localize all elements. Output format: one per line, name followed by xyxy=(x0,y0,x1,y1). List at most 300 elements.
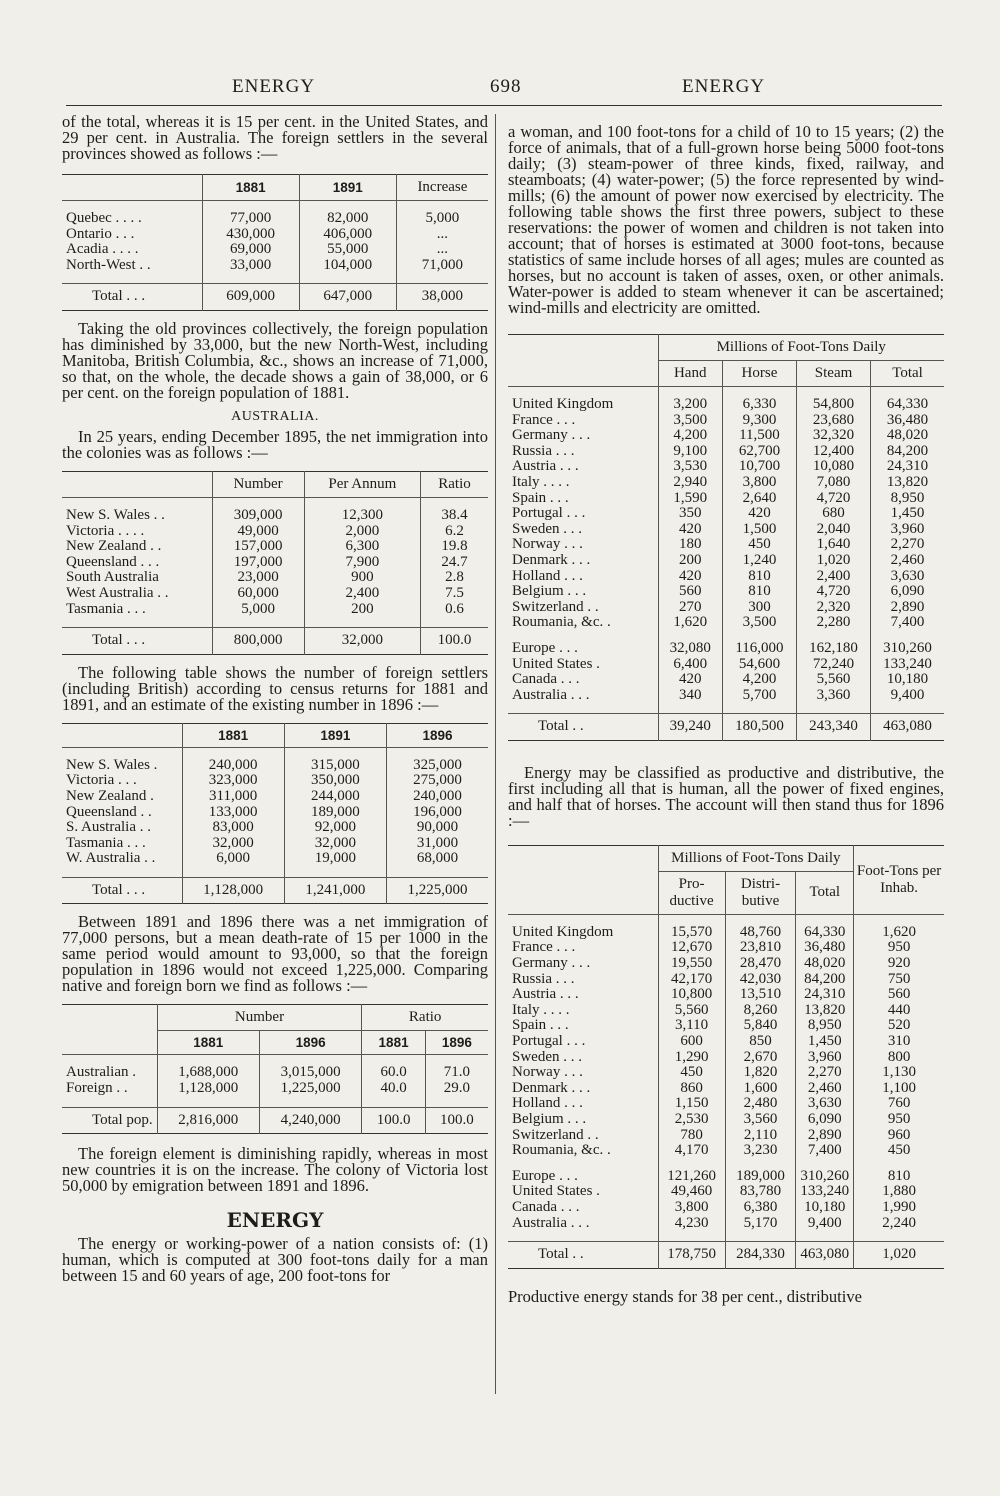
native-foreign-table xyxy=(62,1004,488,1134)
table-cell: 270 xyxy=(658,600,722,616)
row-label: Total . . xyxy=(508,714,658,741)
table-cell: 2,270 xyxy=(871,537,944,553)
table-cell: 3,800 xyxy=(658,1200,725,1216)
row-label: South Australia xyxy=(66,569,159,586)
row-label: Roumania, &c. . xyxy=(512,614,611,631)
table-cell: 1,240 xyxy=(722,553,796,569)
table-cell: 83,780 xyxy=(725,1184,796,1200)
table-cell: 810 xyxy=(854,1169,944,1185)
table-cell: 7,400 xyxy=(796,1143,854,1159)
table-row xyxy=(508,972,944,988)
table-cell: 420 xyxy=(658,522,722,538)
table-row xyxy=(62,586,488,602)
table-cell: 36,480 xyxy=(796,940,854,956)
table-row xyxy=(508,444,944,460)
table-cell: 180,500 xyxy=(722,714,796,741)
table-cell: 3,015,000 xyxy=(259,1065,361,1081)
table-cell: 1,241,000 xyxy=(284,877,386,904)
table-cell: 31,000 xyxy=(386,836,488,852)
table-row xyxy=(508,1081,944,1097)
table-cell: 8,260 xyxy=(725,1003,796,1019)
table-cell: 310,260 xyxy=(871,641,944,657)
table-cell: 12,300 xyxy=(304,508,420,524)
table-cell: 900 xyxy=(304,570,420,586)
table-cell: 960 xyxy=(854,1128,944,1144)
table-cell: 10,080 xyxy=(797,459,871,475)
paragraph: The following table shows the number of foreign settlers (including British) according to census returns for 1881 and 1891, and an estimate of the existing number in 1896 :— xyxy=(62,662,488,714)
table-cell: 24,310 xyxy=(796,987,854,1003)
table-cell: 240,000 xyxy=(182,758,284,774)
table-cell: 6,330 xyxy=(722,397,796,413)
table-cell: 32,080 xyxy=(658,641,722,657)
table-cell: 24,310 xyxy=(871,459,944,475)
table-row xyxy=(508,428,944,444)
table-cell: 450 xyxy=(658,1065,725,1081)
row-label: New S. Wales . xyxy=(66,756,158,773)
table-cell: 3,630 xyxy=(871,569,944,585)
table-cell: 2,400 xyxy=(304,586,420,602)
table-cell: 4,230 xyxy=(658,1216,725,1232)
total-row xyxy=(62,284,488,311)
col-header: Per Annum xyxy=(304,471,420,497)
table-cell: 4,170 xyxy=(658,1143,725,1159)
col-header: Distri-butive xyxy=(725,871,796,914)
row-label: Australian . xyxy=(66,1064,136,1081)
table-cell: 83,000 xyxy=(182,820,284,836)
row-label: New Zealand . . xyxy=(66,538,162,555)
table-cell: 1,820 xyxy=(725,1065,796,1081)
table-cell: 5,000 xyxy=(396,211,488,227)
table-cell: 28,470 xyxy=(725,956,796,972)
table-row xyxy=(508,1128,944,1144)
table-cell: 750 xyxy=(854,972,944,988)
total-row xyxy=(508,714,944,741)
table-cell: 3,360 xyxy=(797,688,871,704)
row-label: Switzerland . . xyxy=(512,598,599,615)
table-cell: ... xyxy=(396,227,488,243)
table-cell: 680 xyxy=(797,506,871,522)
row-label: Europe . . . xyxy=(512,1167,578,1184)
table-cell: 3,500 xyxy=(722,615,796,631)
table-cell: 10,180 xyxy=(871,672,944,688)
table-row xyxy=(62,227,488,243)
table-cell: 5,170 xyxy=(725,1216,796,1232)
table-cell: 1,130 xyxy=(854,1065,944,1081)
table-cell: 4,720 xyxy=(797,584,871,600)
table-row xyxy=(508,672,944,688)
table-cell: 55,000 xyxy=(299,242,396,258)
col-header: 1881 xyxy=(157,1031,259,1055)
table-cell: 2,890 xyxy=(871,600,944,616)
table-cell: 92,000 xyxy=(284,820,386,836)
table-cell: 64,330 xyxy=(871,397,944,413)
table-cell: 450 xyxy=(722,537,796,553)
col-header: 1896 xyxy=(425,1031,488,1055)
table-cell: 71,000 xyxy=(396,258,488,274)
table-row xyxy=(508,459,944,475)
row-label: United States . xyxy=(512,1183,600,1200)
table-cell: 6,090 xyxy=(796,1112,854,1128)
table-cell: 82,000 xyxy=(299,211,396,227)
table-row xyxy=(508,1003,944,1019)
col-header: 1896 xyxy=(386,723,488,747)
row-label: Russia . . . xyxy=(512,970,575,987)
paragraph: In 25 years, ending December 1895, the net immigration into the colonies was as follows :— xyxy=(62,426,488,462)
col-header: Increase xyxy=(396,175,488,201)
table-cell: 1,688,000 xyxy=(157,1065,259,1081)
table-cell: 5,000 xyxy=(212,602,304,618)
table-cell: 2,460 xyxy=(796,1081,854,1097)
col-header: Foot-Tons per Inhab. xyxy=(854,845,944,914)
table-cell: 48,760 xyxy=(725,925,796,941)
table-cell: 2,890 xyxy=(796,1128,854,1144)
table-row xyxy=(62,805,488,821)
table-row xyxy=(508,1143,944,1159)
table-cell: 1,500 xyxy=(722,522,796,538)
col-header: Total xyxy=(871,361,944,387)
row-label: Canada . . . xyxy=(512,1198,580,1215)
table-row xyxy=(508,956,944,972)
table-cell: 2,110 xyxy=(725,1128,796,1144)
table-cell: 1,450 xyxy=(871,506,944,522)
row-label: Australia . . . xyxy=(512,686,590,703)
row-label: Portugal . . . xyxy=(512,505,586,522)
table-cell: 7,900 xyxy=(304,555,420,571)
row-label: Canada . . . xyxy=(512,671,580,688)
table-cell: 68,000 xyxy=(386,851,488,867)
row-label: Total . . . xyxy=(62,628,212,655)
row-label: Quebec . . . . xyxy=(66,210,142,226)
table-cell: 7,400 xyxy=(871,615,944,631)
table-row xyxy=(62,820,488,836)
table-row xyxy=(508,1096,944,1112)
col-header: 1881 xyxy=(362,1031,425,1055)
row-label: Sweden . . . xyxy=(512,1048,582,1065)
table-cell: 6,400 xyxy=(658,657,722,673)
table-cell: 6,000 xyxy=(182,851,284,867)
table-row xyxy=(62,1081,488,1097)
table-row xyxy=(62,1065,488,1081)
total-row xyxy=(62,1107,488,1134)
table-cell: 5,700 xyxy=(722,688,796,704)
table-cell: 77,000 xyxy=(202,211,299,227)
table-cell: 4,240,000 xyxy=(259,1107,361,1134)
table-cell: 19,550 xyxy=(658,956,725,972)
total-row xyxy=(62,628,488,655)
right-column xyxy=(508,114,944,1305)
table-row xyxy=(508,641,944,657)
table-row xyxy=(62,758,488,774)
table-cell: 200 xyxy=(658,553,722,569)
table-row xyxy=(62,570,488,586)
row-label: Italy . . . . xyxy=(512,473,570,490)
table-cell: 60,000 xyxy=(212,586,304,602)
col-header: Steam xyxy=(797,361,871,387)
table-cell: 48,020 xyxy=(796,956,854,972)
table-cell: 6,380 xyxy=(725,1200,796,1216)
table-cell: 100.0 xyxy=(421,628,488,655)
row-label: Austria . . . xyxy=(512,986,579,1003)
table-row xyxy=(508,1200,944,1216)
table-cell: 10,180 xyxy=(796,1200,854,1216)
table-cell: 450 xyxy=(854,1143,944,1159)
table-cell: 315,000 xyxy=(284,758,386,774)
paragraph: Energy may be classified as productive and distributive, the first including all that is human, all the power of fixed engines, and half that of horses. The account will then stand thus for 1896 :— xyxy=(508,762,944,830)
table-row xyxy=(62,602,488,618)
row-label: Acadia . . . . xyxy=(66,241,139,258)
table-cell: 284,330 xyxy=(725,1242,796,1269)
table-cell: 133,240 xyxy=(871,657,944,673)
table-row xyxy=(508,397,944,413)
table-cell: 64,330 xyxy=(796,925,854,941)
table-row xyxy=(508,1169,944,1185)
paragraph: of the total, whereas it is 15 per cent. in the United States, and 29 per cent. in Australia. The foreign settlers in the several provinces showed as follows :— xyxy=(62,112,488,163)
foreign-settlers-table xyxy=(62,723,488,905)
table-cell: 309,000 xyxy=(212,508,304,524)
row-label: New Zealand . xyxy=(66,787,154,804)
row-label: Russia . . . xyxy=(512,442,575,459)
table-cell: 647,000 xyxy=(299,284,396,311)
table-cell: 420 xyxy=(722,506,796,522)
group-header: Millions of Foot-Tons Daily xyxy=(658,335,944,361)
table-cell: 3,800 xyxy=(722,475,796,491)
table-cell: 340 xyxy=(658,688,722,704)
table-cell: 133,000 xyxy=(182,805,284,821)
table-row xyxy=(508,600,944,616)
table-cell: 244,000 xyxy=(284,789,386,805)
table-cell: 180 xyxy=(658,537,722,553)
col-header: Ratio xyxy=(421,471,488,497)
row-label: Total . . . xyxy=(62,284,202,311)
table-cell: 157,000 xyxy=(212,539,304,555)
row-label: Queensland . . . xyxy=(66,553,160,570)
table-row xyxy=(508,1034,944,1050)
table-cell: 29.0 xyxy=(425,1081,488,1097)
header-rule xyxy=(66,105,942,106)
table-row xyxy=(62,539,488,555)
table-cell: 3,110 xyxy=(658,1018,725,1034)
row-label: Italy . . . . xyxy=(512,1001,570,1018)
table-cell: 189,000 xyxy=(284,805,386,821)
table-cell: 850 xyxy=(725,1034,796,1050)
table-cell: 1,150 xyxy=(658,1096,725,1112)
table-row xyxy=(508,506,944,522)
table-cell: 42,170 xyxy=(658,972,725,988)
running-head-right: ENERGY xyxy=(682,76,766,97)
row-label: France . . . xyxy=(512,939,576,956)
table-row xyxy=(62,555,488,571)
table-cell: 72,240 xyxy=(797,657,871,673)
table-row xyxy=(62,789,488,805)
table-cell: 2,240 xyxy=(854,1216,944,1232)
row-label: Sweden . . . xyxy=(512,520,582,537)
row-label: Total . . xyxy=(508,1242,658,1269)
table-cell: 9,300 xyxy=(722,413,796,429)
row-label: Victoria . . . xyxy=(66,772,137,789)
table-cell: 200 xyxy=(304,602,420,618)
table-cell: 1,640 xyxy=(797,537,871,553)
table-cell: 48,020 xyxy=(871,428,944,444)
paragraph: a woman, and 100 foot-tons for a child of 10 to 15 years; (2) the force of animals, that of a full-grown horse being 5000 foot-tons daily; (3) steam-power of three kinds, fixed, railway, and steamboats; (4) water-power; (5) the force represented by wind-mills; (6) the amount of power now exercised by electricity. The following table shows the first three powers, subject to these reservations: the power of women and children is not taken into account; that of horses is estimated at 3000 foot-tons, because statistics of same include horses of all ages; mules are counted as horses, but no account is taken of asses, oxen, or other animals. Water-power is added to steam whenever it can be ascertained; wind-mills and electricity are omitted. xyxy=(508,122,944,317)
table-cell: 9,400 xyxy=(871,688,944,704)
table-cell: 133,240 xyxy=(796,1184,854,1200)
table-row xyxy=(508,940,944,956)
group-header: Millions of Foot-Tons Daily xyxy=(658,845,854,871)
row-label: New S. Wales . . xyxy=(66,506,165,523)
row-label: Total pop. xyxy=(62,1107,157,1134)
table-cell: 600 xyxy=(658,1034,725,1050)
row-label: Holland . . . xyxy=(512,567,583,584)
table-cell: 300 xyxy=(722,600,796,616)
table-cell: 60.0 xyxy=(362,1065,425,1081)
table-cell: 15,570 xyxy=(658,925,725,941)
paragraph: Productive energy stands for 38 per cent., distributive xyxy=(508,1286,862,1306)
table-cell: 71.0 xyxy=(425,1065,488,1081)
row-label: Belgium . . . xyxy=(512,1111,587,1127)
table-cell: 325,000 xyxy=(386,758,488,774)
paragraph: The energy or working-power of a nation consists of: (1) human, which is computed at 300 foot-tons daily for a man between 15 and 60 years of age, 200 foot-tons for xyxy=(62,1234,488,1286)
table-cell: 10,700 xyxy=(722,459,796,475)
row-label: Germany . . . xyxy=(512,427,591,444)
table-row xyxy=(62,851,488,867)
row-label: Switzerland . . xyxy=(512,1126,599,1143)
table-cell: 62,700 xyxy=(722,444,796,460)
table-row xyxy=(62,524,488,540)
table-cell: 116,000 xyxy=(722,641,796,657)
table-cell: 950 xyxy=(854,940,944,956)
table-cell: 1,450 xyxy=(796,1034,854,1050)
table-row xyxy=(508,475,944,491)
table-cell: 42,030 xyxy=(725,972,796,988)
table-cell: 463,080 xyxy=(871,714,944,741)
table-cell: 310 xyxy=(854,1034,944,1050)
table-cell: 350,000 xyxy=(284,773,386,789)
table-cell: 810 xyxy=(722,584,796,600)
table-cell: 8,950 xyxy=(796,1018,854,1034)
table-cell: 1,880 xyxy=(854,1184,944,1200)
table-cell: 2,400 xyxy=(797,569,871,585)
table-cell: 2,000 xyxy=(304,524,420,540)
table-cell: 350 xyxy=(658,506,722,522)
row-label: Tasmania . . . xyxy=(66,600,146,617)
table-cell: 3,530 xyxy=(658,459,722,475)
row-label: Spain . . . xyxy=(512,489,569,506)
table-cell: 3,230 xyxy=(725,1143,796,1159)
row-label: Norway . . . xyxy=(512,1064,583,1081)
table-cell: 10,800 xyxy=(658,987,725,1003)
row-label: Portugal . . . xyxy=(512,1033,586,1050)
row-label: United Kingdom xyxy=(512,396,614,412)
table-row xyxy=(508,522,944,538)
paragraph: Taking the old provinces collectively, the foreign population has diminished by 33,000, but the new North-West, including Manitoba, British Columbia, &c., shows an increase of 71,000, so that, on the whole, the decade shows a gain of 38,000, or 6 per cent. on the foreign population of 1881. xyxy=(62,318,488,402)
table-cell: 40.0 xyxy=(362,1081,425,1097)
table-cell: 860 xyxy=(658,1081,725,1097)
table-cell: 950 xyxy=(854,1112,944,1128)
total-row xyxy=(508,1242,944,1269)
table-cell: 810 xyxy=(722,569,796,585)
table-cell: 196,000 xyxy=(386,805,488,821)
row-label: Austria . . . xyxy=(512,458,579,475)
table-cell: 430,000 xyxy=(202,227,299,243)
table-cell: 4,200 xyxy=(722,672,796,688)
table-cell: 1,590 xyxy=(658,491,722,507)
row-label: Total . . . xyxy=(62,877,182,904)
row-label: Victoria . . . . xyxy=(66,522,145,539)
table-cell: 1,128,000 xyxy=(182,877,284,904)
table-cell: 440 xyxy=(854,1003,944,1019)
table-cell: 13,510 xyxy=(725,987,796,1003)
energy-power-table xyxy=(508,334,944,741)
table-row xyxy=(508,925,944,941)
paragraph: The foreign element is diminishing rapidly, whereas in most new countries it is on the increase. The colony of Victoria lost 50,000 by emigration between 1891 and 1896. xyxy=(62,1144,488,1196)
table-cell: 23,000 xyxy=(212,570,304,586)
table-cell: 54,600 xyxy=(722,657,796,673)
table-cell: 23,680 xyxy=(797,413,871,429)
table-cell: 4,720 xyxy=(797,491,871,507)
table-cell: 560 xyxy=(658,584,722,600)
table-cell: 240,000 xyxy=(386,789,488,805)
table-cell: 560 xyxy=(854,987,944,1003)
table-cell: 24.7 xyxy=(421,555,488,571)
table-cell: 3,560 xyxy=(725,1112,796,1128)
table-cell: 38,000 xyxy=(396,284,488,311)
table-cell: 2,480 xyxy=(725,1096,796,1112)
table-cell: 2,270 xyxy=(796,1065,854,1081)
table-cell: 90,000 xyxy=(386,820,488,836)
table-cell: 32,000 xyxy=(284,836,386,852)
table-cell: 2,280 xyxy=(797,615,871,631)
table-row xyxy=(508,569,944,585)
row-label: Queensland . . xyxy=(66,803,152,820)
col-header: 1881 xyxy=(182,723,284,747)
row-label: France . . . xyxy=(512,411,576,428)
table-cell: 2,530 xyxy=(658,1112,725,1128)
table-cell: 920 xyxy=(854,956,944,972)
table-cell: 243,340 xyxy=(797,714,871,741)
row-label: United Kingdom xyxy=(512,923,614,940)
table-row xyxy=(508,1018,944,1034)
table-cell: 2,940 xyxy=(658,475,722,491)
table-cell: 1,990 xyxy=(854,1200,944,1216)
col-header: Hand xyxy=(658,361,722,387)
table-cell: 1,290 xyxy=(658,1050,725,1066)
table-cell: 19,000 xyxy=(284,851,386,867)
table-cell: 520 xyxy=(854,1018,944,1034)
table-cell: 3,630 xyxy=(796,1096,854,1112)
table-cell: 19.8 xyxy=(421,539,488,555)
table-cell: 178,750 xyxy=(658,1242,725,1269)
table-cell: 2,640 xyxy=(722,491,796,507)
table-row xyxy=(508,1184,944,1200)
table-cell: 2,460 xyxy=(871,553,944,569)
table-row xyxy=(62,508,488,524)
table-cell: 463,080 xyxy=(796,1242,854,1269)
col-header: 1891 xyxy=(299,175,396,201)
table-row xyxy=(508,537,944,553)
table-cell: 69,000 xyxy=(202,242,299,258)
col-header: 1896 xyxy=(259,1031,361,1055)
table-cell: 13,820 xyxy=(871,475,944,491)
table-cell: 3,960 xyxy=(871,522,944,538)
row-label: Foreign . . xyxy=(66,1080,128,1097)
row-label: Spain . . . xyxy=(512,1017,569,1034)
table-cell: 6,300 xyxy=(304,539,420,555)
table-cell: 7,080 xyxy=(797,475,871,491)
table-cell: 760 xyxy=(854,1096,944,1112)
row-label: Germany . . . xyxy=(512,955,591,972)
table-cell: 609,000 xyxy=(202,284,299,311)
table-cell: 1,600 xyxy=(725,1081,796,1097)
